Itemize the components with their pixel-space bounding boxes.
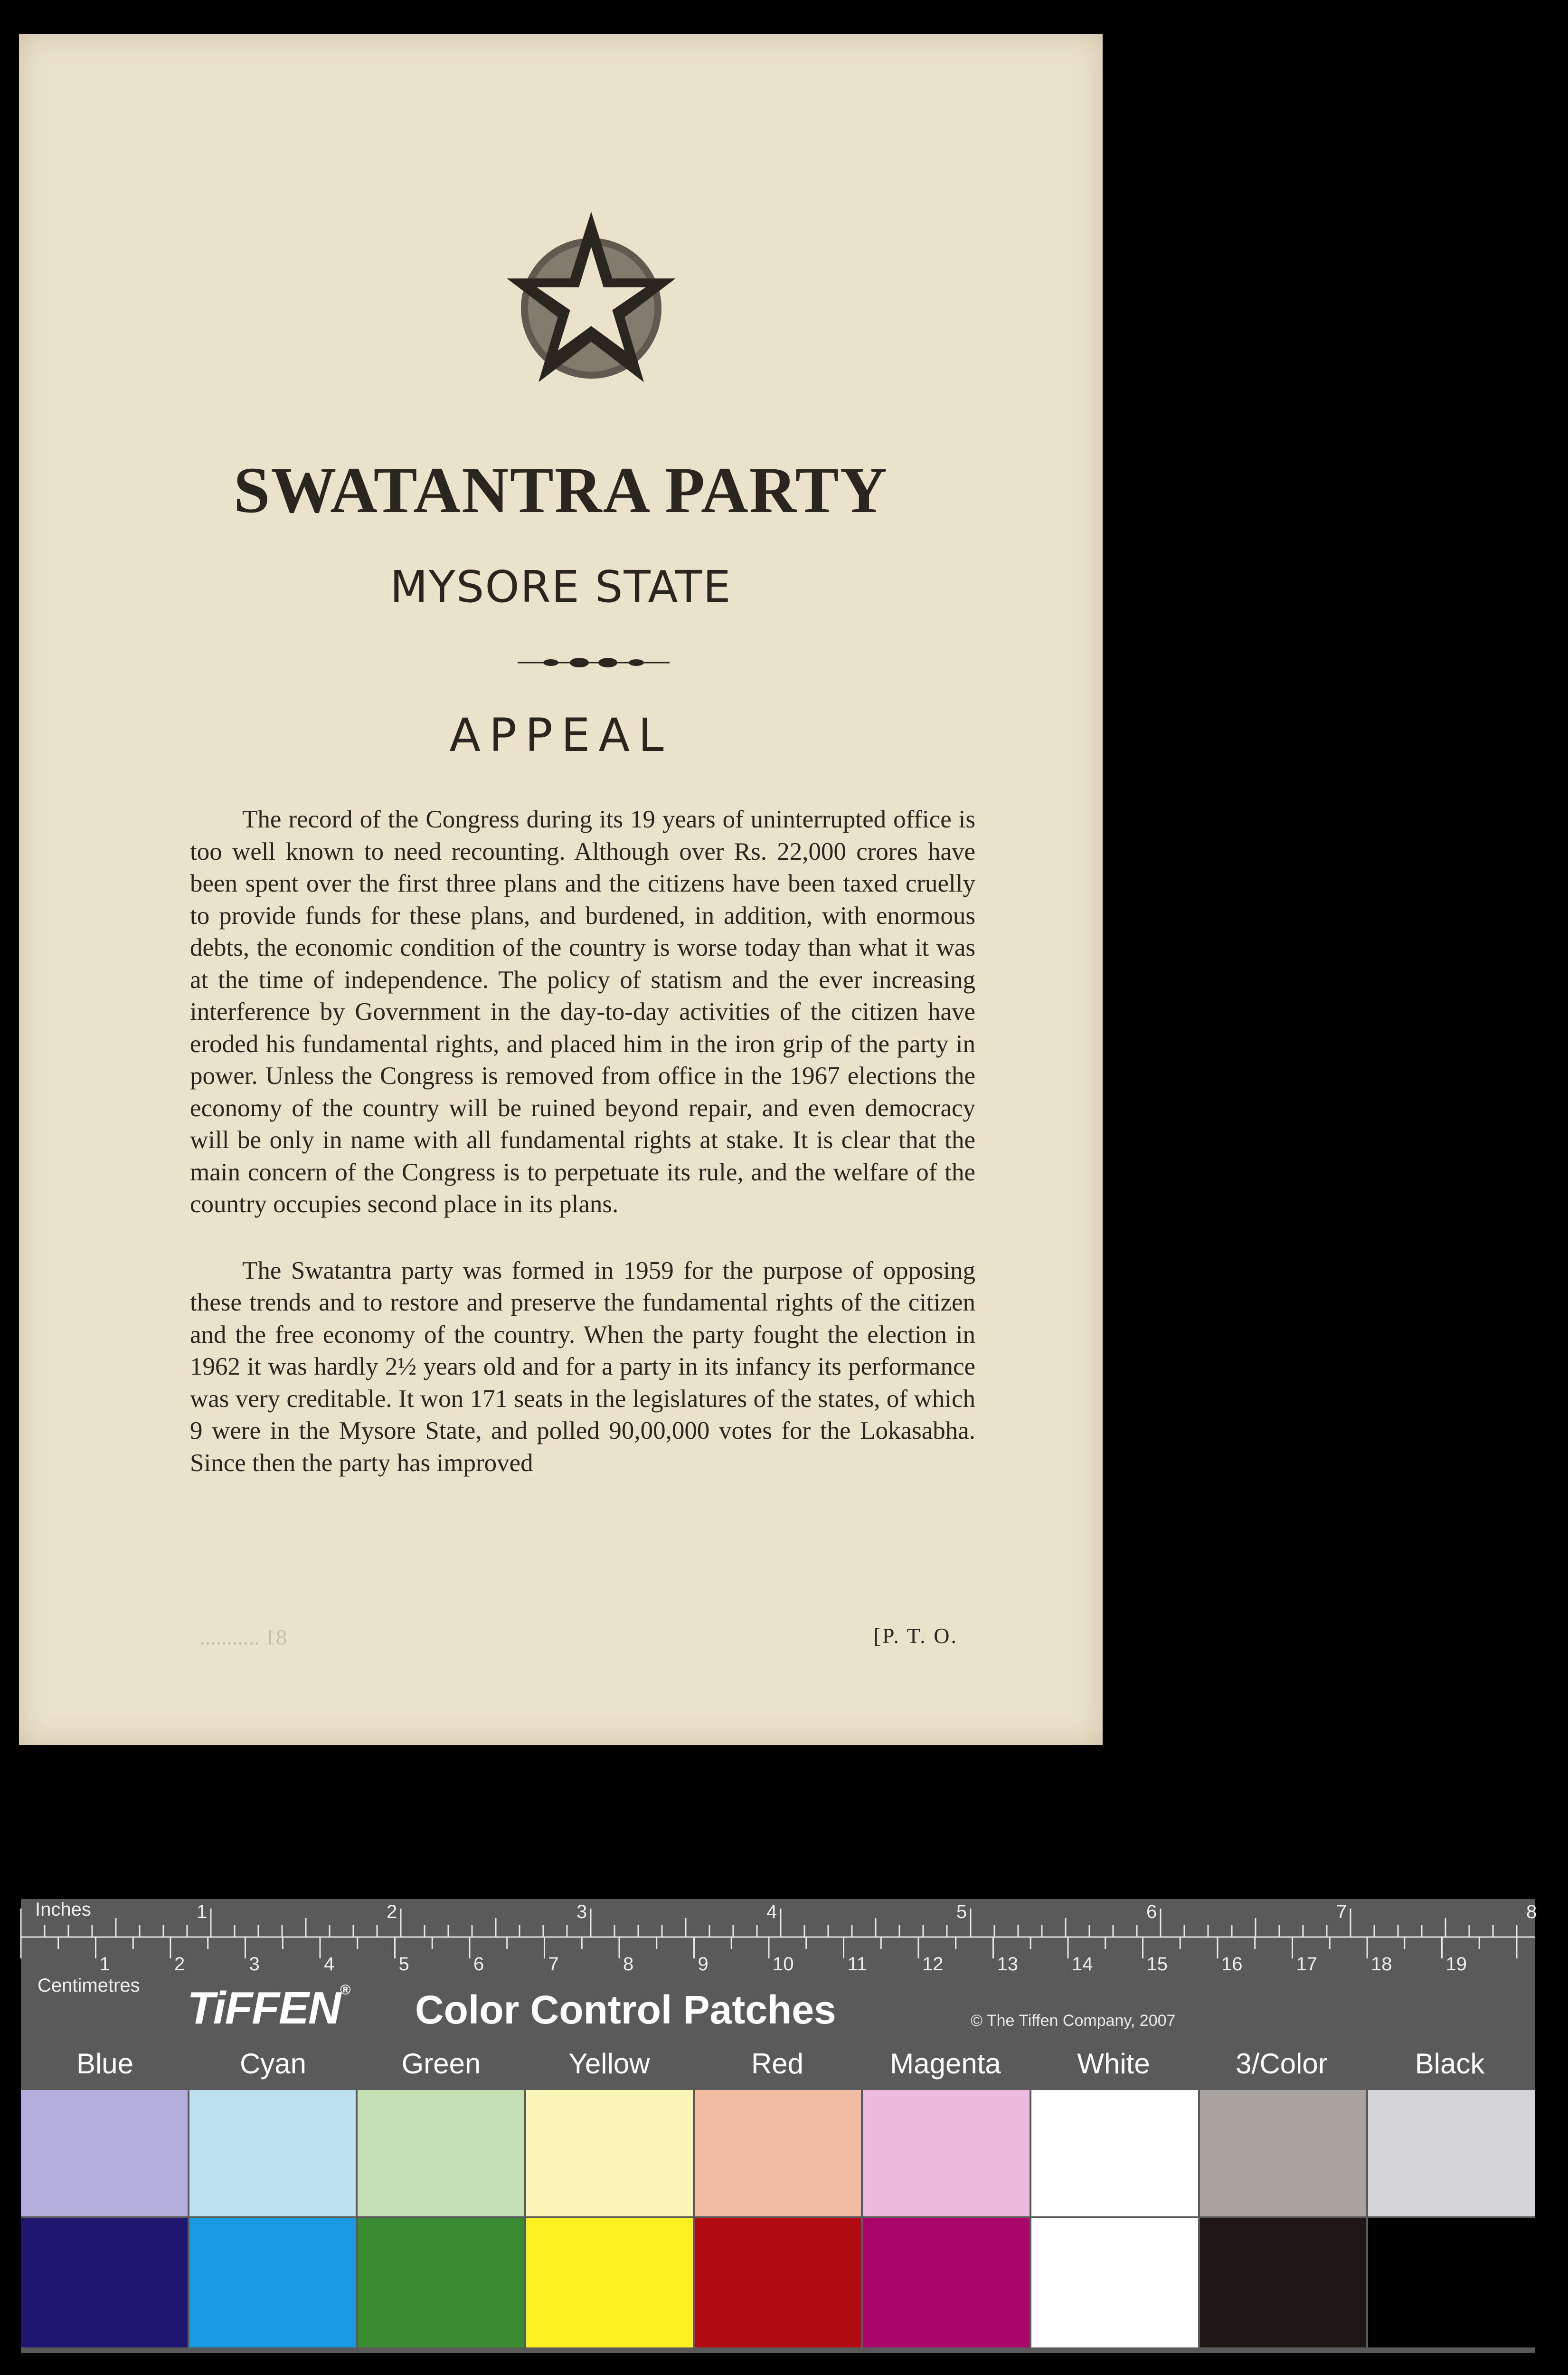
divider-ornament	[518, 656, 670, 670]
tiffen-logo: TiFFEN®	[187, 1982, 350, 2033]
patch-label: Red	[751, 2048, 804, 2080]
patch-label: Magenta	[890, 2048, 1001, 2080]
body-text	[190, 804, 975, 1513]
star-emblem-icon	[503, 210, 679, 386]
inches-label: Inches	[35, 1899, 91, 1920]
color-patch	[695, 2090, 861, 2216]
cm-tick-label: 13	[997, 1954, 1018, 1975]
color-patch	[21, 2090, 188, 2216]
cm-tick-label: 12	[922, 1954, 944, 1975]
patch-label: Yellow	[568, 2048, 650, 2080]
color-control-strip	[21, 1899, 1535, 2353]
cm-tick-label: 7	[548, 1954, 559, 1975]
cm-tick-label: 19	[1445, 1954, 1467, 1975]
color-patch	[1200, 2218, 1367, 2347]
inch-tick-label: 4	[766, 1901, 777, 1922]
cm-tick-label: 6	[473, 1954, 484, 1975]
cm-tick-label: 2	[174, 1954, 185, 1975]
color-patch	[189, 2218, 356, 2347]
patch-label: Green	[401, 2048, 481, 2080]
color-patch	[526, 2218, 693, 2347]
patch-labels	[21, 2047, 1535, 2085]
page-title: SWATANTRA PARTY	[233, 454, 888, 526]
color-patch	[1368, 2218, 1535, 2347]
patch-label: Black	[1415, 2048, 1485, 2080]
patch-label: Blue	[76, 2048, 134, 2080]
color-patch	[1200, 2090, 1367, 2216]
color-patch	[695, 2218, 861, 2347]
cm-tick-label: 8	[623, 1954, 634, 1975]
color-patch	[863, 2218, 1030, 2347]
cm-tick-label: 9	[698, 1954, 708, 1975]
cm-tick-label: 15	[1146, 1954, 1168, 1975]
color-patch	[1031, 2090, 1198, 2216]
centimetres-label: Centimetres	[38, 1975, 140, 1996]
color-patch	[863, 2090, 1030, 2216]
inch-tick-label: 5	[956, 1901, 967, 1922]
cm-tick-label: 17	[1296, 1954, 1317, 1975]
paragraph: The Swatantra party was formed in 1959 for the purpose of opposing these trends and to restore and preserve the fundamental rights of the citizen and the free economy of the country. When the party fought the election in 1962 it was hardly 2½ years old and for a party in its infancy its performance was very creditable. It won 171 seats in the legislatures of the states, of which 9 were in the Mysore State, and polled 90,00,000 votes for the Lokasabha. Since then the party has improved	[190, 1256, 975, 1477]
patch-label: White	[1077, 2048, 1150, 2080]
subtitle: MYSORE STATE	[390, 561, 732, 612]
cm-tick-label: 16	[1221, 1954, 1243, 1975]
cm-tick-label: 1	[99, 1954, 110, 1975]
ruler-ticks	[21, 1899, 1535, 1975]
cm-tick-label: 10	[773, 1954, 794, 1975]
inch-tick-label: 6	[1146, 1901, 1157, 1922]
patch-label: 3/Color	[1236, 2048, 1328, 2080]
inch-tick-label: 7	[1336, 1901, 1347, 1922]
strip-title: Color Control Patches	[415, 1987, 836, 2032]
cm-tick-label: 14	[1072, 1954, 1093, 1975]
color-patch	[1368, 2090, 1535, 2216]
paragraph: The record of the Congress during its 19 years of uninterrupted office is too well known to need recounting. Although over Rs. 22,000 crores have been spent over the first three plans and the citizens have been taxed cruelly to provide funds for these plans, and burdened, in addition, with enormous debts, the economic condition of the country is worse today than what it was at the time of independence. The policy of statism and the ever increasing interference by Government in the day-to-day activities of the citizen have eroded his fundamental rights, and placed him in the iron grip of the party in power. Unless the Congress is removed from office in the 1967 elections the economy of the country will be ruined beyond repair, and even democracy will be only in name with all fundamental rights at stake. It is clear that the main concern of the Congress is to perpetuate its rule, and the welfare of the country occupies second place in its plans.	[190, 806, 975, 1218]
inch-tick-label: 8	[1526, 1901, 1537, 1922]
cm-tick-label: 11	[847, 1954, 868, 1975]
color-patch	[358, 2090, 524, 2216]
ruler	[21, 1899, 1537, 1996]
inch-tick-label: 3	[576, 1901, 587, 1922]
color-patch	[526, 2090, 693, 2216]
patch-label: Cyan	[239, 2048, 307, 2080]
cm-tick-label: 3	[249, 1954, 260, 1975]
color-patch	[21, 2218, 188, 2347]
color-patch	[1031, 2218, 1198, 2347]
appeal-heading: APPEAL	[449, 709, 672, 762]
inch-tick-label: 1	[197, 1901, 208, 1922]
copyright: © The Tiffen Company, 2007	[971, 2012, 1176, 2030]
color-patch	[189, 2090, 356, 2216]
cm-tick-label: 5	[398, 1954, 409, 1975]
inch-tick-label: 2	[387, 1901, 397, 1922]
cm-tick-label: 18	[1371, 1954, 1392, 1975]
document-sheet	[19, 34, 1103, 1745]
light-patch-row	[21, 2090, 1535, 2216]
mirror-stamp: 81 ...........	[199, 1625, 287, 1649]
cm-tick-label: 4	[324, 1954, 335, 1975]
dark-patch-row	[21, 2218, 1535, 2347]
color-patch	[358, 2218, 524, 2347]
pto-note: [P. T. O.	[873, 1624, 958, 1648]
